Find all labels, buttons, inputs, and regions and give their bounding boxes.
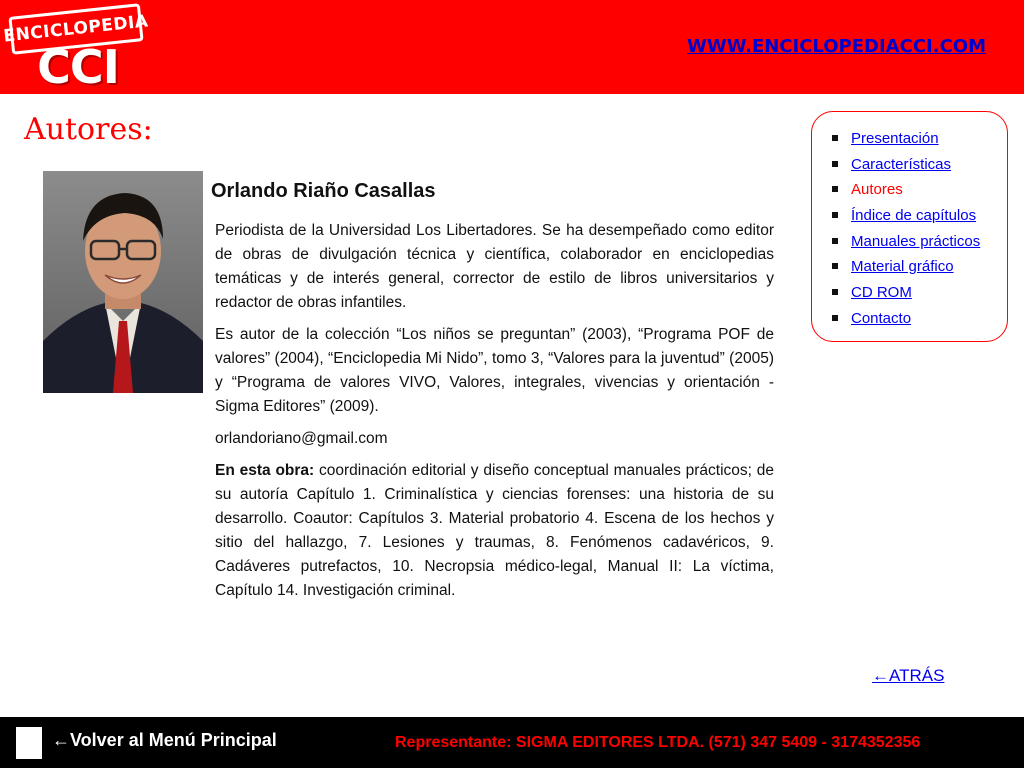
nav-link-manuales-practicos[interactable]: Manuales prácticos [851,232,981,250]
square-bullet-icon [832,238,838,244]
nav-item-manuales [832,229,1007,255]
bio-paragraph-2: Es autor de la colección “Los niños se preguntan” (2003), “Programa POF de valores” (2004), “Enciclopedia Mi Nido”, tomo 3, “Valores para la juventud” (2005) y “Programa de valores VIVO, Valores, integrales, vivencias y orientación - Sigma Editores” (2009). [215,326,774,415]
enciclopedia-cci-logo[interactable] [2,6,150,94]
nav-link-cd-rom[interactable]: CD ROM [851,284,912,302]
footer-square-icon [16,727,42,759]
nav-item-presentacion [832,126,1007,152]
square-bullet-icon [832,263,838,269]
nav-current-autores: Autores [851,181,903,199]
work-text: coordinación editorial y diseño conceptual manuales prácticos; de su autoría Capítulo 1. Criminalística y ciencias forenses: una historia de su desarrollo. Coautor: Capítulos 3. Material probatorio 4. Escena de los hechos y sitio del hallazgo, 7. Lesiones y traumas, 8. Fenómenos cadavéricos, 9. Cadáveres putrefactos, 10. Necropsia médico-legal, Manual II: La víctima, Capítulo 14. Investigación criminal. [215,462,774,599]
nav-link-caracteristicas[interactable]: Características [851,155,952,173]
work-label: En esta obra: [215,462,315,479]
site-url-link[interactable]: WWW.ENCICLOPEDIACCI.COM [687,36,986,57]
bio-paragraph-1: Periodista de la Universidad Los Libertadores. Se ha desempeñado como editor de obras de divulgación técnica y científica, colaborador en enciclopedias temáticas y de interés general, corrector de estilo de libros universitarios y redactor de obras infantiles. [215,222,774,311]
nav-link-contacto[interactable]: Contacto [851,309,912,327]
main-menu-link[interactable]: ←Volver al Menú Principal [52,730,277,750]
author-portrait-image [43,171,203,393]
back-link[interactable]: ←ATRÁS [872,666,945,685]
representative-info: Representante: SIGMA EDITORES LTDA. (571) 347 5409 - 3174352356 [395,734,921,751]
nav-item-contacto [832,306,1007,332]
author-photo [43,171,203,393]
nav-list [832,126,1007,332]
nav-item-cdrom [832,280,1007,306]
square-bullet-icon [832,186,838,192]
page-title: Autores: [24,112,153,147]
section-navigation [811,111,1008,342]
author-email: orlandoriano@gmail.com [215,430,388,447]
author-name: Orlando Riaño Casallas [211,180,436,202]
square-bullet-icon [832,135,838,141]
logo-mark: CCI [37,40,119,94]
author-bio [215,219,774,611]
nav-link-material-grafico[interactable]: Material gráfico [851,258,954,276]
nav-item-autores [832,177,1007,203]
nav-link-presentacion[interactable]: Presentación [851,130,939,147]
bio-paragraph-work [215,459,774,603]
square-bullet-icon [832,289,838,295]
nav-item-caracteristicas [832,152,1007,178]
nav-item-material [832,254,1007,280]
square-bullet-icon [832,315,838,321]
square-bullet-icon [832,212,838,218]
header-bar [0,0,1024,94]
nav-link-indice-capitulos[interactable]: Índice de capítulos [851,207,977,225]
footer-bar [0,717,1024,768]
nav-item-indice [832,203,1007,229]
square-bullet-icon [832,161,838,167]
logo-badge-text: ENCICLOPEDIA [2,11,150,47]
